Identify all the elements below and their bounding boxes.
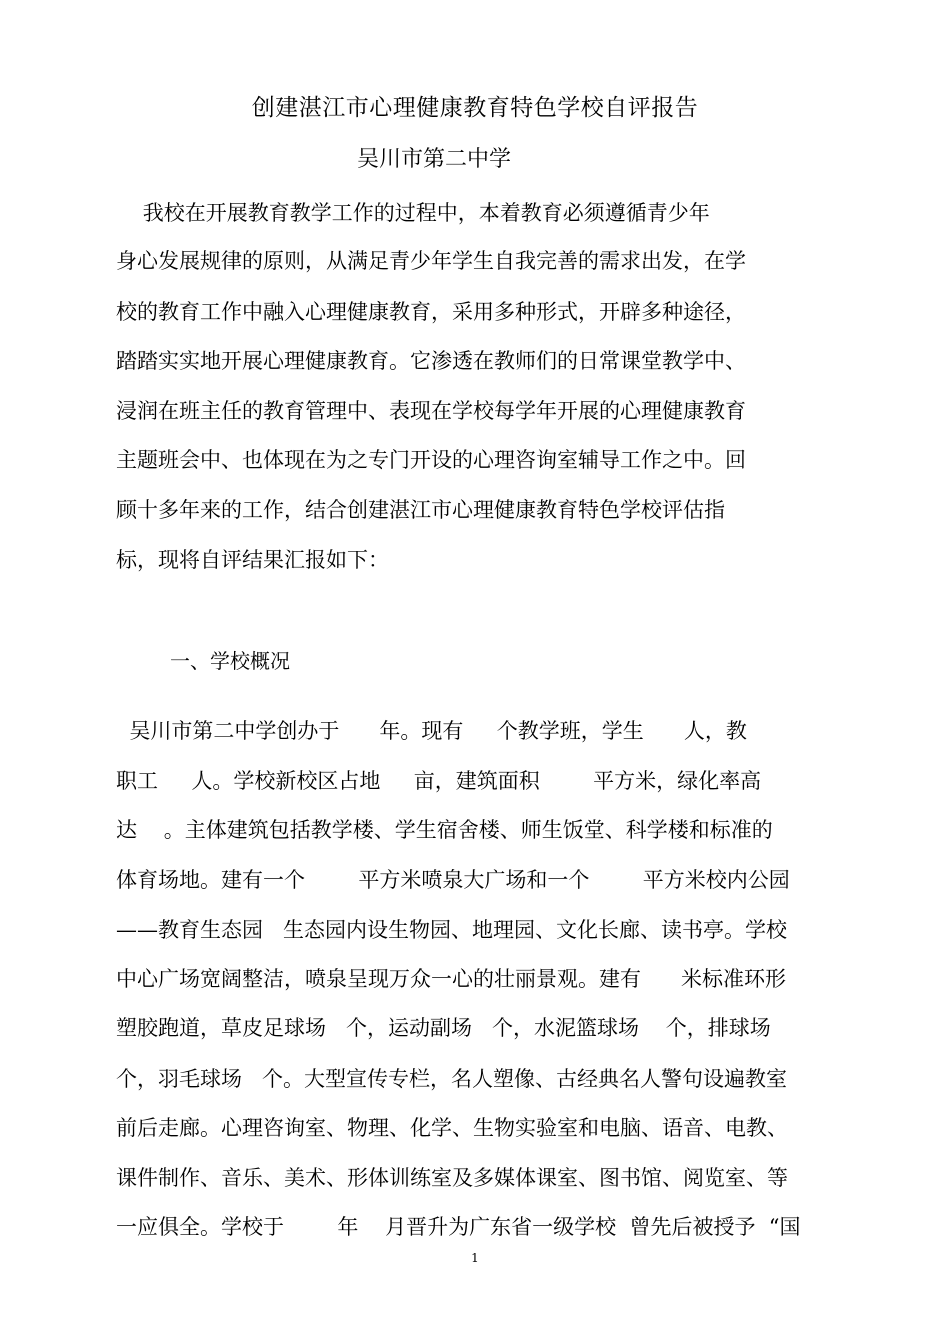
document-title: 创建湛江市心理健康教育特色学校自评报告 bbox=[251, 95, 699, 121]
intro-line: 踏踏实实地开展心理健康教育。它渗透在教师们的日常课堂教学中、 bbox=[116, 349, 746, 373]
overview-line: 体育场地。建有一个 平方米喷泉大广场和一个 平方米校内公园 bbox=[116, 868, 790, 892]
overview-line: 达 。主体建筑包括教学楼、学生宿舍楼、师生饭堂、科学楼和标准的 bbox=[116, 818, 773, 842]
overview-line: 中心广场宽阔整洁，喷泉呈现万众一心的壮丽景观。建有 米标准环形 bbox=[116, 967, 787, 991]
intro-line: 我校在开展教育教学工作的过程中，本着教育必须遵循青少年 bbox=[116, 201, 710, 225]
school-name: 吴川市第二中学 bbox=[357, 147, 512, 172]
section-heading: 一、学校概况 bbox=[170, 649, 290, 673]
intro-line: 主题班会中、也体现在为之专门开设的心理咨询室辅导工作之中。回 bbox=[116, 448, 746, 472]
intro-line: 浸润在班主任的教育管理中、表现在学校每学年开展的心理健康教育 bbox=[116, 399, 746, 423]
intro-line: 顾十多年来的工作，结合创建湛江市心理健康教育特色学校评估指 bbox=[116, 498, 725, 522]
overview-line: 职工 人。学校新校区占地 亩，建筑面积 平方米，绿化率高 bbox=[116, 769, 762, 793]
overview-line: 个，羽毛球场 个。大型宣传专栏，名人塑像、古经典名人警句设遍教室 bbox=[116, 1067, 788, 1091]
intro-line: 标，现将自评结果汇报如下： bbox=[116, 548, 389, 572]
overview-line: 塑胶跑道，草皮足球场 个，运动副场 个，水泥篮球场 个，排球场 bbox=[116, 1016, 771, 1040]
overview-line: 吴川市第二中学创办于 年。现有 个教学班，学生 人，教 bbox=[116, 719, 747, 743]
overview-line: ——教育生态园 生态园内设生物园、地理园、文化长廊、读书亭。学校 bbox=[116, 918, 788, 942]
intro-line: 校的教育工作中融入心理健康教育，采用多种形式，开辟多种途径， bbox=[116, 300, 746, 324]
page-number: 1 bbox=[471, 1251, 479, 1265]
intro-line: 身心发展规律的原则，从满足青少年学生自我完善的需求出发，在学 bbox=[116, 249, 746, 273]
overview-line: 前后走廊。心理咨询室、物理、化学、生物实验室和电脑、语音、电教、 bbox=[116, 1116, 788, 1140]
overview-line: 课件制作、音乐、美术、形体训练室及多媒体课室、图书馆、阅览室、等 bbox=[116, 1166, 788, 1190]
overview-line: 一应俱全。学校于 年 月晋升为广东省一级学校 曾先后被授予 “国 bbox=[116, 1215, 801, 1239]
